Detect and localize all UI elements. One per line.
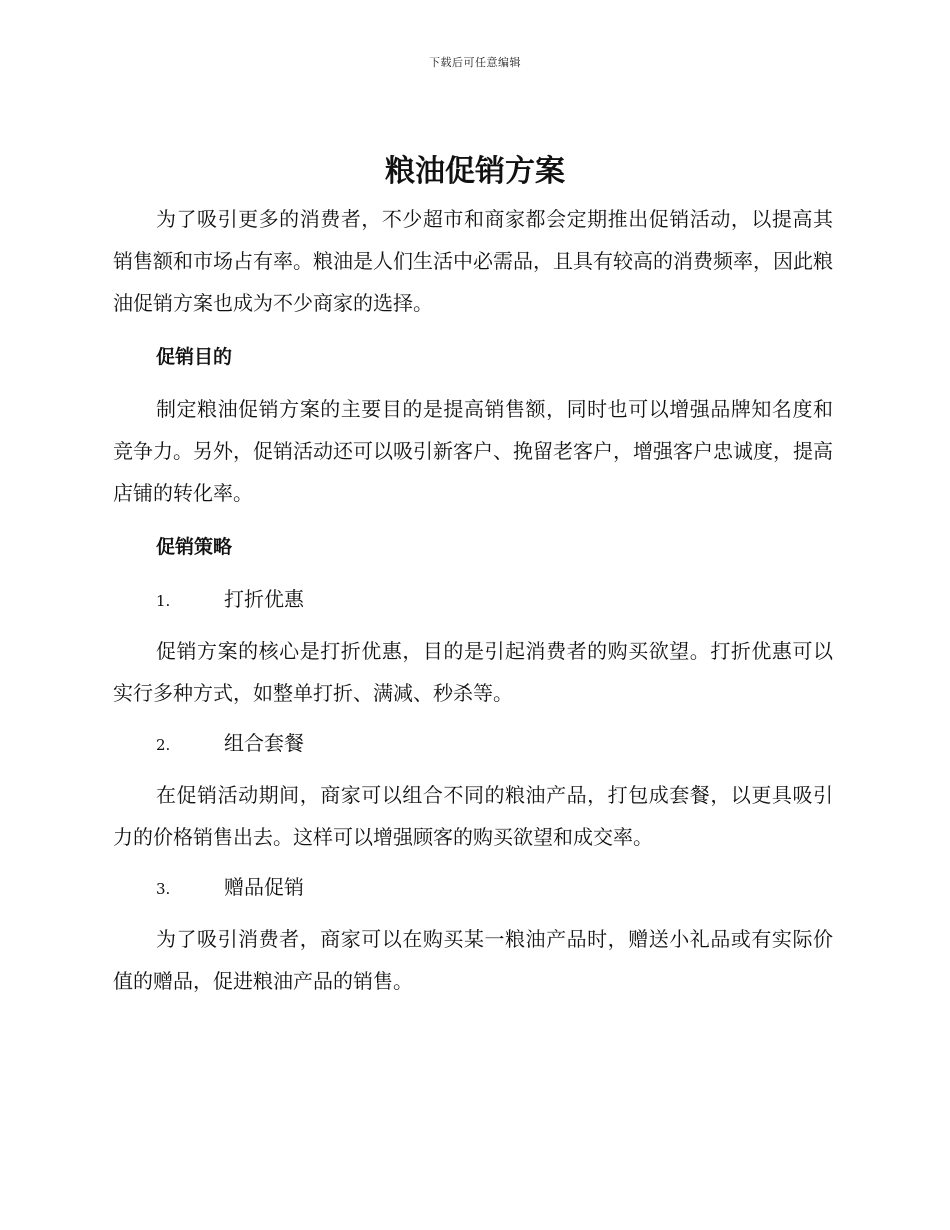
strategy-item-1-paragraph: 促销方案的核心是打折优惠，目的是引起消费者的购买欲望。打折优惠可以实行多种方式，如整单打折、满减、秒杀等。 bbox=[113, 639, 833, 705]
header-note: 下载后可任意编辑 bbox=[429, 56, 521, 69]
list-number: 2. bbox=[156, 736, 171, 754]
list-item-title: 赠品促销 bbox=[224, 875, 304, 899]
section-heading-purpose: 促销目的 bbox=[156, 346, 233, 368]
list-item-title: 打折优惠 bbox=[224, 587, 304, 611]
section-heading-strategy: 促销策略 bbox=[156, 536, 233, 558]
strategy-item-3-paragraph: 为了吸引消费者，商家可以在购买某一粮油产品时，赠送小礼品或有实际价值的赠品，促进粮油产品的销售。 bbox=[113, 927, 833, 993]
purpose-paragraph: 制定粮油促销方案的主要目的是提高销售额，同时也可以增强品牌知名度和竞争力。另外，促销活动还可以吸引新客户、挽留老客户，增强客户忠诚度，提高店铺的转化率。 bbox=[113, 397, 833, 505]
list-number: 3. bbox=[156, 880, 171, 898]
intro-paragraph: 为了吸引更多的消费者，不少超市和商家都会定期推出促销活动，以提高其销售额和市场占有率。粮油是人们生活中必需品，且具有较高的消费频率，因此粮油促销方案也成为不少商家的选择。 bbox=[113, 207, 833, 315]
document-title: 粮油促销方案 bbox=[385, 154, 565, 189]
strategy-item-1 bbox=[156, 578, 833, 622]
list-item-title: 组合套餐 bbox=[224, 731, 304, 755]
list-number: 1. bbox=[156, 592, 171, 610]
document-body bbox=[113, 198, 833, 1002]
strategy-item-2-paragraph: 在促销活动期间，商家可以组合不同的粮油产品，打包成套餐，以更具吸引力的价格销售出去。这样可以增强顾客的购买欲望和成交率。 bbox=[113, 783, 833, 849]
strategy-item-2 bbox=[156, 722, 833, 766]
strategy-item-3 bbox=[156, 866, 833, 910]
